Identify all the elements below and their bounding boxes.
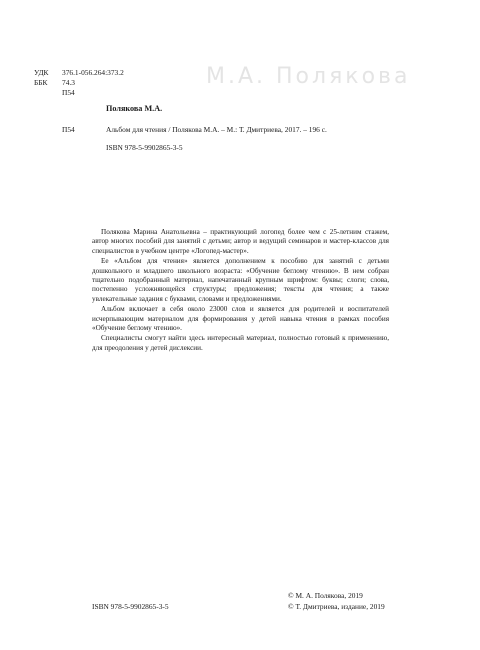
author-heading: Полякова М.А. — [106, 104, 163, 113]
code-label: ББК — [34, 78, 48, 87]
bleed-through-text: М.А. Полякова — [206, 64, 411, 89]
annotation-paragraph: Полякова Марина Анатольевна – практикующий логопед более чем с 25-летним стажем, автор многих пособий для занятий с детьми; автор и ведущий семинаров и мастер-классов для специалистов в учебном центре «Логопед-мастер». — [92, 228, 389, 255]
code-label — [34, 88, 62, 98]
copyright-block — [288, 590, 385, 612]
bbk-row — [34, 78, 124, 88]
code-value: П54 — [62, 88, 75, 97]
annotation-paragraph: Альбом включает в себя около 23000 слов и является для родителей и воспитателей исчерпывающим материалом для формирования у детей навыка чтения в рамках пособия «Обучение беглому чтению». — [92, 305, 389, 333]
code-label: УДК — [34, 68, 49, 77]
copyright-author: © М. А. Полякова, 2019 — [288, 591, 363, 600]
code-value: 74.3 — [62, 78, 75, 87]
catalog-code: П54 — [62, 125, 75, 134]
annotation — [92, 228, 389, 354]
isbn-bottom: ISBN 978-5-9902865-3-5 — [92, 602, 169, 611]
classification-codes — [34, 68, 124, 98]
copyright-publisher: © Т. Дмитриева, издание, 2019 — [288, 602, 385, 611]
isbn-top: ISBN 978-5-9902865-3-5 — [106, 143, 183, 152]
author-mark-row — [34, 88, 124, 98]
annotation-paragraph: Специалисты смогут найти здесь интересный материал, полностью готовый к применению, для преодоления у детей дислексии. — [92, 334, 389, 352]
annotation-paragraph: Ее «Альбом для чтения» является дополнением к пособию для занятий с детьми дошкольного и младшего школьного возраста: «Обучение беглому чтению». В нем собран тщательно подобранный материал, напечатанный крупным шрифтом: буквы; слоги; слова, постепенно усложняющейся структуры; предложения; тексты для чтения; а также увлекательные задания с буквами, словами и предложениями. — [92, 257, 389, 303]
bibliographic-entry: Альбом для чтения / Полякова М.А. – М.: Т. Дмитриева, 2017. – 196 с. — [106, 125, 327, 134]
udc-row — [34, 68, 124, 78]
code-value: 376.1-056.264:373.2 — [62, 68, 124, 77]
